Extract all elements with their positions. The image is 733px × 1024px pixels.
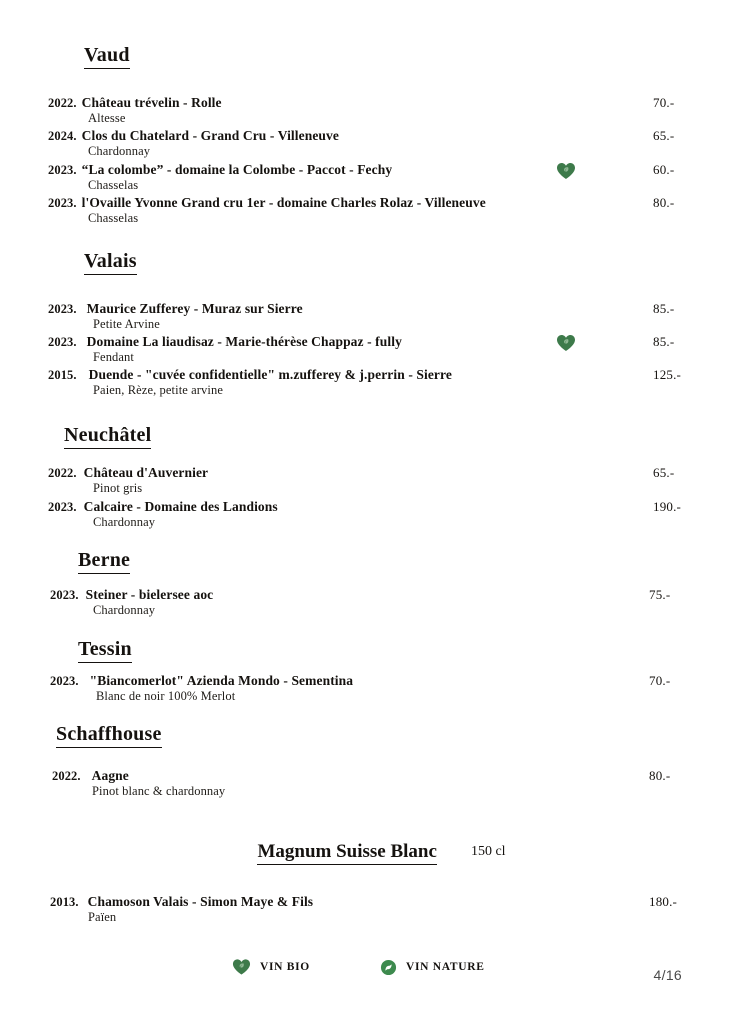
page-number: 4/16: [653, 967, 682, 983]
wine-heading-line: [0, 162, 733, 178]
wine-heading-line: [0, 465, 733, 481]
wine-price: 125.-: [653, 367, 682, 383]
wine-grape: Chardonnay: [88, 144, 151, 159]
wine-list-valais: [0, 301, 733, 398]
wine-grape: Païen: [88, 909, 117, 924]
section-magnum: [0, 799, 733, 924]
wine-vintage: 2022.: [48, 96, 77, 110]
section-title-neuchatel: Neuchâtel: [64, 424, 151, 449]
wine-vintage: 2023.: [48, 196, 77, 211]
wine-name: l'Ovaille Yvonne Grand cru 1er - domaine Charles Rolaz - Villeneuve: [81, 195, 486, 211]
wine-price: 65.-: [653, 464, 675, 480]
wine-heading-line: [0, 195, 733, 211]
magnum-heading-wrap: [0, 841, 733, 865]
wine-heading-line: [0, 301, 733, 317]
wine-row: [0, 334, 733, 364]
wine-heading-line: [0, 673, 733, 689]
wine-row: [0, 465, 733, 495]
wine-name: “La colombe” - domaine la Colombe - Paccot - Fechy: [81, 161, 393, 177]
section-schaffhouse: [0, 703, 733, 798]
wine-list-berne: [0, 587, 733, 617]
wine-price: 75.-: [649, 587, 671, 603]
wine-vintage: 2013.: [50, 894, 79, 909]
section-berne: [0, 529, 733, 617]
section-title-valais: Valais: [84, 250, 137, 275]
wine-name: Duende - "cuvée confidentielle" m.zufferey & j.perrin - Sierre: [88, 367, 452, 383]
wine-price: 70.-: [653, 95, 675, 110]
wine-heading-line: [0, 128, 733, 144]
section-vaud: [0, 0, 733, 226]
wine-heading-line: [0, 587, 733, 603]
magnum-size: 150 cl: [470, 843, 506, 859]
wine-vintage: 2022.: [48, 465, 77, 480]
section-heading-wrap: [0, 638, 733, 663]
wine-price: 180.-: [649, 893, 678, 909]
wine-heading-line: [0, 334, 733, 350]
wine-name: Chamoson Valais - Simon Maye & Fils: [87, 893, 314, 909]
section-heading-wrap: [0, 424, 733, 449]
wine-list-tessin: [0, 673, 733, 703]
wine-row: [0, 673, 733, 703]
wine-heading-line: [0, 95, 733, 111]
wine-name: Château d'Auvernier: [83, 464, 209, 480]
section-tessin: [0, 618, 733, 703]
wine-vintage: 2022.: [52, 769, 81, 784]
section-heading-wrap: [0, 250, 733, 275]
wine-price: 70.-: [649, 672, 671, 688]
wine-vintage: 2023.: [50, 588, 79, 603]
wine-name: Château trévelin - Rolle: [81, 95, 222, 110]
wine-row: [0, 768, 733, 798]
wine-name: Domaine La liaudisaz - Marie-thérèse Chappaz - fully: [86, 333, 402, 349]
wine-heading-line: [0, 894, 733, 910]
magnum-title: Magnum Suisse Blanc: [257, 841, 436, 865]
section-valais: [0, 226, 733, 398]
wine-vintage: 2023.: [48, 334, 77, 349]
section-title-tessin: Tessin: [78, 638, 132, 663]
wine-heading-line: [0, 768, 733, 784]
wine-vintage: 2023.: [48, 162, 77, 177]
wine-list-neuchatel: [0, 465, 733, 530]
nature-leaf-icon: [380, 959, 397, 976]
legend: [232, 958, 485, 976]
wine-name: Calcaire - Domaine des Landions: [83, 499, 278, 514]
wine-grape: Petite Arvine: [93, 316, 160, 331]
wine-grape: Chardonnay: [93, 603, 156, 618]
section-title-vaud: Vaud: [84, 44, 130, 69]
legend-label-vin-nature: VIN NATURE: [405, 961, 485, 973]
wine-list-schaffhouse: [0, 768, 733, 798]
wine-row: [0, 367, 733, 397]
section-heading-wrap: [0, 44, 733, 69]
wine-vintage: 2024.: [48, 129, 77, 144]
wine-grape: Blanc de noir 100% Merlot: [96, 688, 236, 703]
bio-badge: [556, 334, 578, 354]
wine-grape: Pinot gris: [93, 480, 143, 495]
wine-vintage: 2023.: [50, 673, 79, 688]
wine-grape: Altesse: [88, 111, 126, 125]
wine-row: [0, 162, 733, 192]
wine-row: [0, 128, 733, 158]
bio-heart-icon: [556, 334, 576, 352]
wine-row: [0, 587, 733, 617]
wine-name: Aagne: [91, 768, 129, 784]
wine-vintage: 2015.: [48, 368, 77, 383]
wine-grape: Chardonnay: [93, 515, 156, 529]
legend-label-vin-bio: VIN BIO: [260, 961, 310, 973]
wine-grape: Paien, Rèze, petite arvine: [93, 383, 223, 398]
wine-list-magnum: [0, 894, 733, 924]
wine-vintage: 2023.: [48, 500, 77, 514]
wine-list-vaud: [0, 95, 733, 226]
wine-name: Steiner - bielersee aoc: [85, 587, 214, 603]
section-heading-wrap: [0, 549, 733, 574]
wine-price: 80.-: [653, 195, 675, 211]
wine-price: 65.-: [653, 128, 675, 144]
wine-price: 85.-: [653, 300, 675, 316]
wine-row: [0, 301, 733, 331]
wine-price: 80.-: [649, 768, 671, 784]
wine-row: [0, 499, 733, 529]
section-neuchatel: [0, 398, 733, 530]
bio-badge: [556, 162, 578, 182]
section-title-schaffhouse: Schaffhouse: [56, 723, 162, 748]
wine-heading-line: [0, 499, 733, 515]
wine-grape: Chasselas: [88, 211, 139, 226]
wine-heading-line: [0, 367, 733, 383]
wine-grape: Pinot blanc & chardonnay: [92, 784, 226, 799]
legend-item-vin-nature: [380, 959, 485, 976]
wine-row: [0, 95, 733, 125]
bio-heart-icon: [556, 162, 576, 180]
wine-name: Maurice Zufferey - Muraz sur Sierre: [86, 300, 303, 316]
bio-heart-icon: [232, 958, 251, 976]
wine-row: [0, 894, 733, 924]
page-footer: [0, 958, 733, 998]
wine-grape: Fendant: [93, 349, 134, 364]
wine-vintage: 2023.: [48, 301, 77, 316]
wine-price: 85.-: [653, 333, 675, 349]
legend-item-vin-bio: [232, 958, 310, 976]
wine-row: [0, 195, 733, 225]
wine-name: Clos du Chatelard - Grand Cru - Villeneuve: [81, 128, 339, 144]
section-heading-wrap: [0, 723, 733, 748]
wine-grape: Chasselas: [88, 177, 139, 192]
wine-price: 60.-: [653, 161, 675, 177]
wine-price: 190.-: [653, 499, 682, 514]
wine-name: "Biancomerlot" Azienda Mondo - Sementina: [89, 672, 354, 688]
section-title-berne: Berne: [78, 549, 130, 574]
